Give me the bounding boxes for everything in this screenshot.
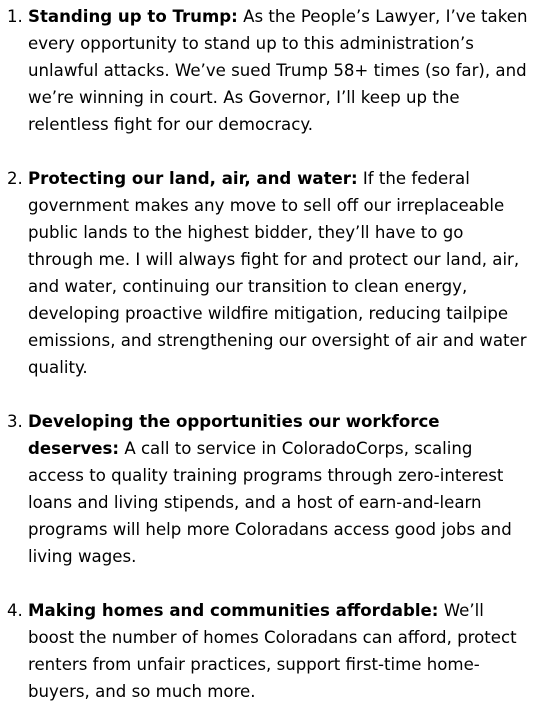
item-body: A call to service in ColoradoCorps, scaling access to quality training programs through zero-interest loans and living stipends, and a host of earn-and-learn programs will help more Coloradans access good jobs and living wages.: [28, 439, 512, 566]
list-item-homes: [0, 597, 533, 705]
item-body: If the federal government makes any move to sell off our irreplaceable public lands to the highest bidder, they’ll have to go through me. I will always fight for and protect our land, air, and water, continuing our transition to clean energy, developing proactive wildfire mitigation, reducing tailpipe emissions, and strengthening our oversight of air and water quality.: [28, 169, 527, 377]
item-number: 3.: [7, 412, 23, 431]
item-number: 2.: [7, 169, 23, 188]
item-heading: Protecting our land, air, and water:: [28, 169, 358, 188]
item-heading: Standing up to Trump:: [28, 7, 238, 26]
item-number: 1.: [7, 7, 23, 26]
list-item-workforce: [0, 408, 533, 570]
list-item-land-air-water: [0, 165, 533, 381]
item-number: 4.: [7, 601, 23, 620]
item-body: As the People’s Lawyer, I’ve taken every opportunity to stand up to this administration’s unlawful attacks. We’ve sued Trump 58+ times (so far), and we’re winning in court. As Governor, I’ll keep up the relentless fight for our democracy.: [28, 7, 528, 134]
item-heading: Making homes and communities affordable:: [28, 601, 439, 620]
item-heading: Developing the opportunities our workforce deserves:: [28, 412, 440, 458]
item-body: We’ll boost the number of homes Coloradans can afford, protect renters from unfair practices, support first-time home-buyers, and so much more.: [28, 601, 517, 701]
list-item-trump: [0, 3, 533, 138]
